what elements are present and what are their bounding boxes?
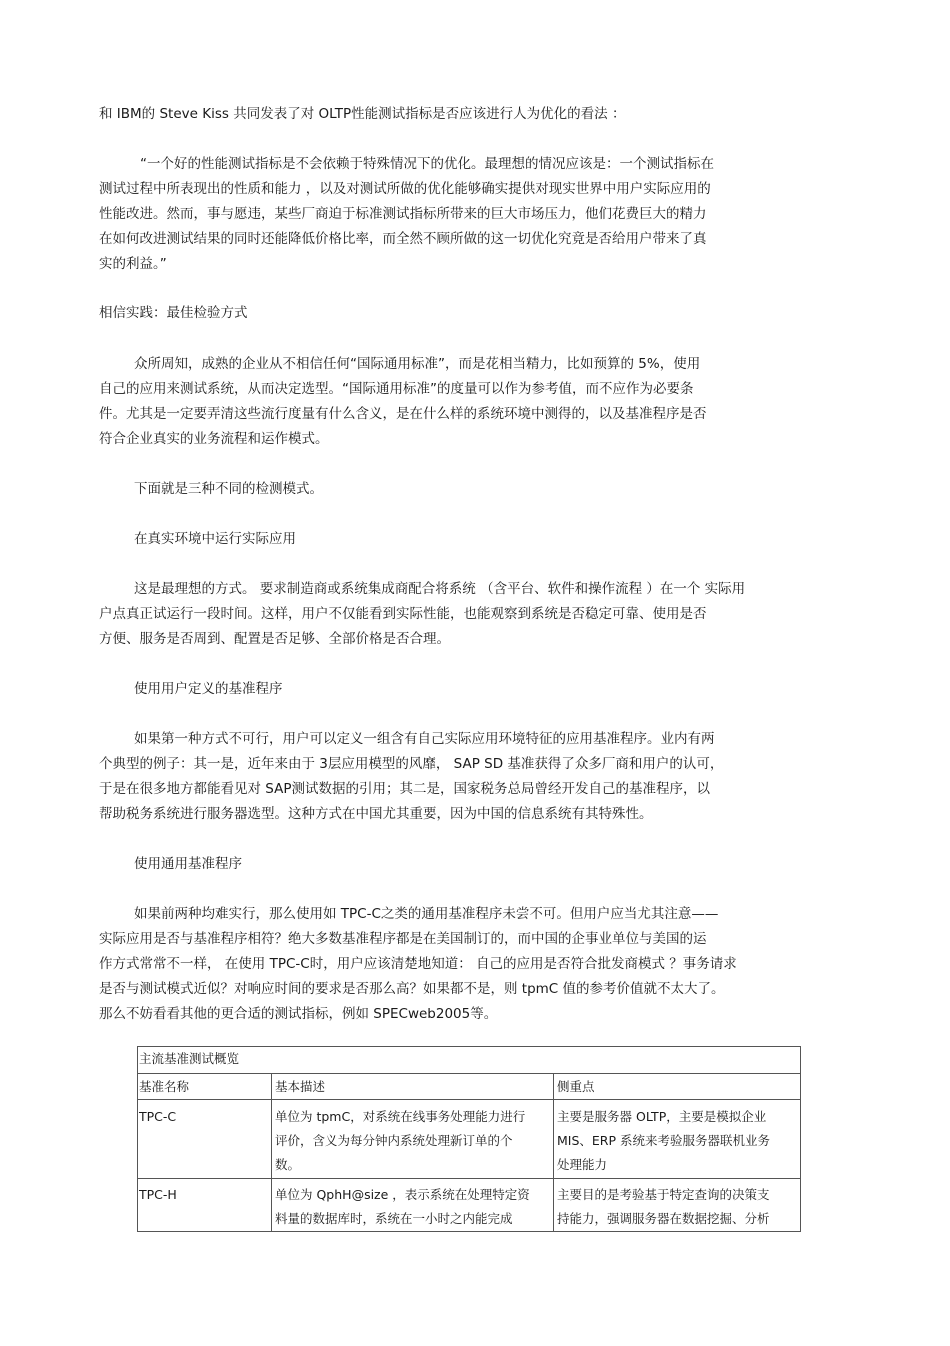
text-line: 件。尤其是一定要弄清这些流行度量有什么含义，是在什么样的系统环境中测得的，以及基准程序是否 (99, 406, 707, 422)
text-line: 如果第一种方式不可行，用户可以定义一组含有自己实际应用环境特征的应用基准程序。业内有两 (134, 731, 715, 747)
table-cell-name: TPC-C (139, 1109, 177, 1124)
table-cell-focus: 主要目的是考验基于特定查询的决策支 (557, 1187, 770, 1202)
text-line: 作方式常常不一样， 在使用 TPC-C时，用户应该清楚地知道： 自己的应用是否符合批发商模式 ？事务请求 (99, 956, 737, 972)
text-line: 测试过程中所表现出的性质和能力 ，以及对测试所做的优化能够确实提供对现实世界中用户实际应用的 (99, 181, 711, 197)
table-cell-focus: 处理能力 (557, 1157, 608, 1172)
table-cell-desc: 料量的数据库时，系统在一小时之内能完成 (275, 1211, 513, 1226)
table-header-cell: 基本描述 (275, 1079, 326, 1094)
table-cell-name: TPC-H (139, 1187, 177, 1202)
table-caption: 主流基准测试概览 (139, 1051, 240, 1066)
text-line: 实的利益。” (99, 256, 167, 272)
table-caption-row (138, 1047, 800, 1074)
benchmark-table (137, 1046, 801, 1232)
table-cell-focus: 主要是服务器 OLTP，主要是模拟企业 (557, 1109, 767, 1124)
text-line: 众所周知，成熟的企业从不相信任何“国际通用标准”，而是花相当精力，比如预算的 5%，使用 (134, 356, 701, 372)
text-line: 于是在很多地方都能看见对 SAP测试数据的引用；其二是，国家税务总局曾经开发自己的基准程序，以 (99, 781, 710, 797)
table-divider (138, 1178, 800, 1179)
table-cell-focus: MIS、ERP 系统来考验服务器联机业务 (557, 1133, 771, 1148)
modes-intro: 下面就是三种不同的检测模式。 (134, 481, 323, 497)
table-header-cell: 基准名称 (139, 1079, 190, 1094)
table-divider (271, 1074, 272, 1232)
text-line: 性能改进。然而，事与愿违，某些厂商迫于标准测试指标所带来的巨大市场压力，他们花费巨大的精力 (99, 206, 707, 222)
mode3-title: 使用通用基准程序 (134, 856, 242, 872)
text-line: 自己的应用来测试系统，从而决定选型。“国际通用标准”的度量可以作为参考值，而不应作为必要条 (99, 381, 694, 397)
text-line: 符合企业真实的业务流程和运作模式。 (99, 431, 329, 447)
text-line: 帮助税务系统进行服务器选型。这种方式在中国尤其重要，因为中国的信息系统有其特殊性。 (99, 806, 653, 822)
table-cell-focus: 持能力，强调服务器在数据挖掘、分析 (557, 1211, 770, 1226)
text-line: “一个好的性能测试指标是不会依赖于特殊情况下的优化。最理想的情况应该是：一个测试指标在 (140, 156, 714, 172)
mode1-title: 在真实环境中运行实际应用 (134, 531, 296, 547)
table-header-cell: 侧重点 (557, 1079, 595, 1094)
intro-line: 和 IBM的 Steve Kiss 共同发表了对 OLTP性能测试指标是否应该进行人为优化的看法 ： (99, 106, 626, 122)
text-line: 户点真正试运行一段时间。这样，用户不仅能看到实际性能，也能观察到系统是否稳定可靠、使用是否 (99, 606, 707, 622)
table-cell-desc: 单位为 QphH@size ，表示系统在处理特定资 (275, 1187, 530, 1202)
text-line: 个典型的例子：其一是，近年来由于 3层应用模型的风靡， SAP SD 基准获得了众多厂商和用户的认可， (99, 756, 724, 772)
text-line: 那么不妨看看其他的更合适的测试指标，例如 SPECweb2005等。 (99, 1006, 498, 1022)
text-line: 方便、服务是否周到、配置是否足够、全部价格是否合理。 (99, 631, 450, 647)
section-heading: 相信实践：最佳检验方式 (99, 305, 248, 321)
table-divider (138, 1099, 800, 1100)
table-cell-desc: 单位为 tpmC，对系统在线事务处理能力进行 (275, 1109, 526, 1124)
text-line: 是否与测试模式近似？对响应时间的要求是否那么高？如果都不是，则 tpmC 值的参考价值就不太大了。 (99, 981, 725, 997)
table-divider (553, 1074, 554, 1232)
table-cell-desc: 评价，含义为每分钟内系统处理新订单的个 (275, 1133, 513, 1148)
text-line: 在如何改进测试结果的同时还能降低价格比率，而全然不顾所做的这一切优化究竟是否给用户带来了真 (99, 231, 707, 247)
text-line: 实际应用是否与基准程序相符？绝大多数基准程序都是在美国制订的，而中国的企事业单位与美国的运 (99, 931, 707, 947)
text-line: 这是最理想的方式。 要求制造商或系统集成商配合将系统 （含平台、软件和操作流程 ）在一个 实际用 (134, 581, 746, 597)
table-cell-desc: 数。 (275, 1157, 301, 1172)
text-line: 如果前两种均难实行，那么使用如 TPC-C之类的通用基准程序未尝不可。但用户应当尤其注意—— (134, 906, 719, 922)
mode2-title: 使用用户定义的基准程序 (134, 681, 283, 697)
